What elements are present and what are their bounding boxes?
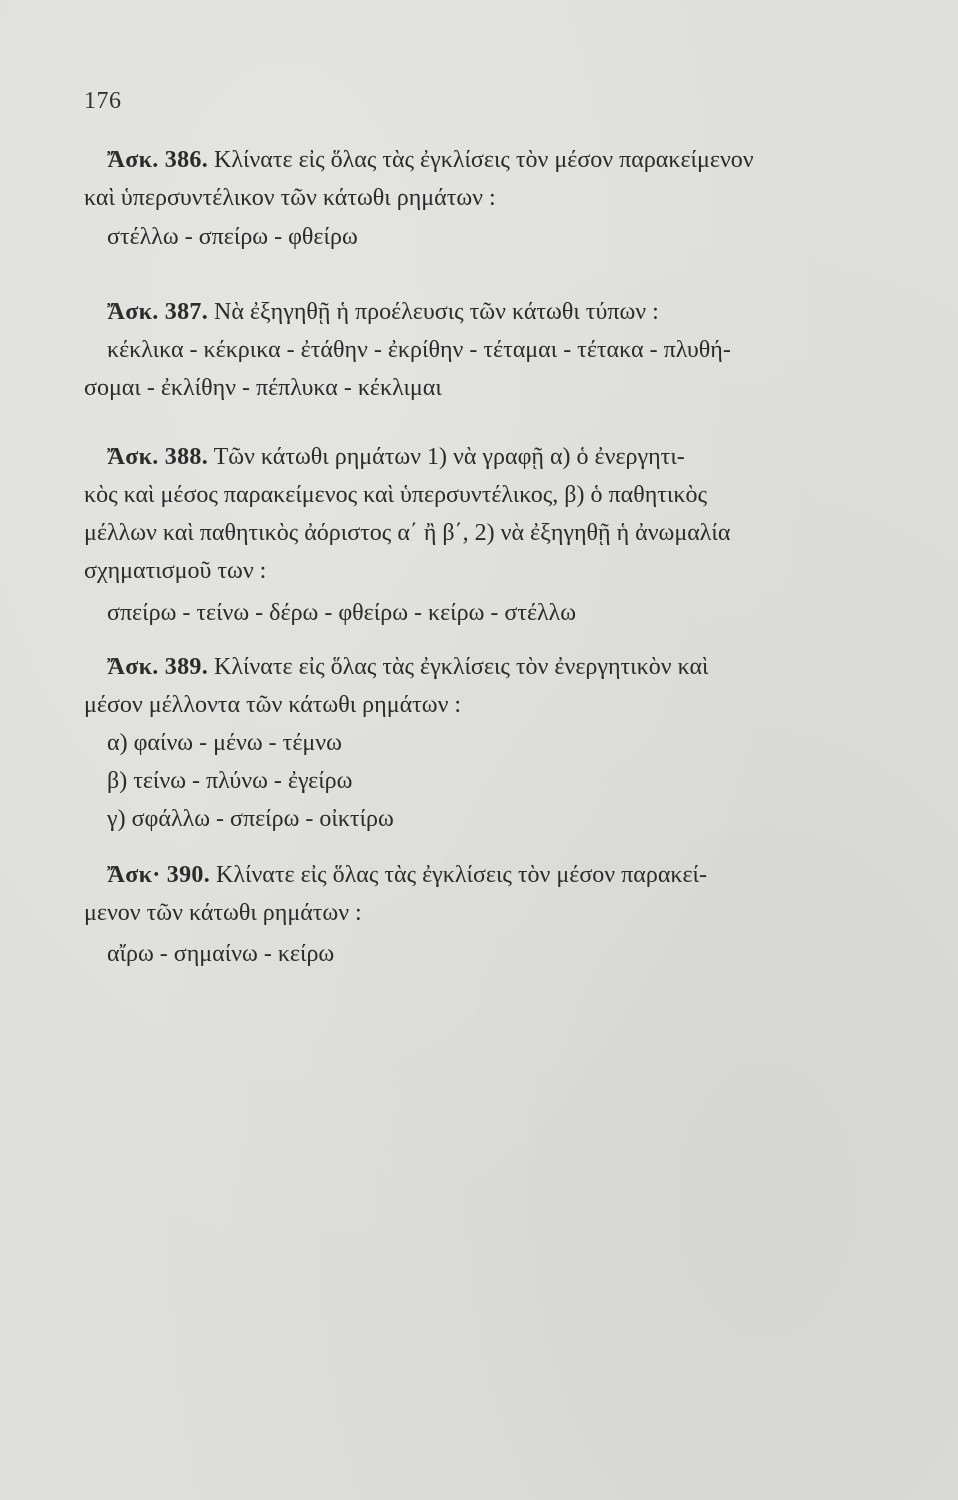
exercise-390-line2: μενον τῶν κάτωθι ρημάτων : [84, 900, 362, 926]
exercise-389-line2: μέσον μέλλοντα τῶν κάτωθι ρημάτων : [84, 692, 462, 718]
exercise-387-line1 [84, 293, 896, 331]
exercise-388-line4: σχηματισμοῦ των : [84, 558, 267, 584]
exercise-388 [84, 438, 896, 632]
exercise-386-line1 [84, 141, 896, 179]
exercise-387-line3: σομαι - ἐκλίθην - πέπλυκα - κέκλιμαι [84, 375, 442, 401]
exercise-390-text: Κλίνατε εἰς ὅλας τὰς ἐγκλίσεις τὸν μέσον παρακεί- [216, 862, 708, 888]
exercise-387 [84, 293, 896, 407]
exercise-389-text: Κλίνατε εἰς ὅλας τὰς ἐγκλίσεις τὸν ἐνεργητικὸν καὶ [214, 654, 709, 680]
exercise-388-words: σπείρω - τείνω - δέρω - φθείρω - κείρω - στέλλω [107, 600, 577, 626]
exercise-386-text: Κλίνατε εἰς ὅλας τὰς ἐγκλίσεις τὸν μέσον παρακείμενον [214, 147, 754, 173]
exercise-389-item-a: α) φαίνω - μένω - τέμνω [107, 730, 342, 756]
exercise-390-line1 [84, 856, 896, 894]
exercise-388-text: Τῶν κάτωθι ρημάτων 1) νὰ γραφῇ α) ὁ ἐνεργητι- [213, 444, 685, 470]
exercise-389-label: Ἄσκ. 389. [107, 654, 208, 680]
exercise-390 [84, 856, 896, 973]
exercise-388-line2: κὸς καὶ μέσος παρακείμενος καὶ ὑπερσυντέλικος, β) ὁ παθητικὸς [84, 482, 707, 508]
exercise-387-line2: κέκλικα - κέκρικα - ἐτάθην - ἐκρίθην - τέταμαι - τέτακα - πλυθή- [107, 337, 731, 363]
exercise-386 [84, 141, 896, 256]
exercise-386-label: Ἄσκ. 386. [107, 147, 208, 173]
page-number: 176 [84, 88, 122, 114]
exercise-388-line3: μέλλων καὶ παθητικὸς ἀόριστος α΄ ἢ β΄, 2) νὰ ἐξηγηθῇ ἡ ἀνωμαλία [84, 520, 731, 546]
exercise-386-words: στέλλω - σπείρω - φθείρω [107, 224, 358, 250]
exercise-389-item-b: β) τείνω - πλύνω - ἐγείρω [107, 768, 353, 794]
exercise-388-label: Ἄσκ. 388. [107, 444, 208, 470]
exercise-386-line2: καὶ ὑπερσυντέλικον τῶν κάτωθι ρημάτων : [84, 185, 496, 211]
exercise-389 [84, 648, 896, 838]
exercise-387-label: Ἄσκ. 387. [107, 299, 208, 325]
exercise-388-line1 [84, 438, 896, 476]
exercise-389-line1 [84, 648, 896, 686]
exercise-390-label: Ἄσκ· 390. [107, 862, 211, 888]
exercise-390-words: αἴρω - σημαίνω - κείρω [107, 941, 335, 967]
exercise-387-text: Νὰ ἐξηγηθῇ ἡ προέλευσις τῶν κάτωθι τύπων : [214, 299, 659, 325]
exercise-389-item-c: γ) σφάλλω - σπείρω - οἰκτίρω [107, 806, 394, 832]
